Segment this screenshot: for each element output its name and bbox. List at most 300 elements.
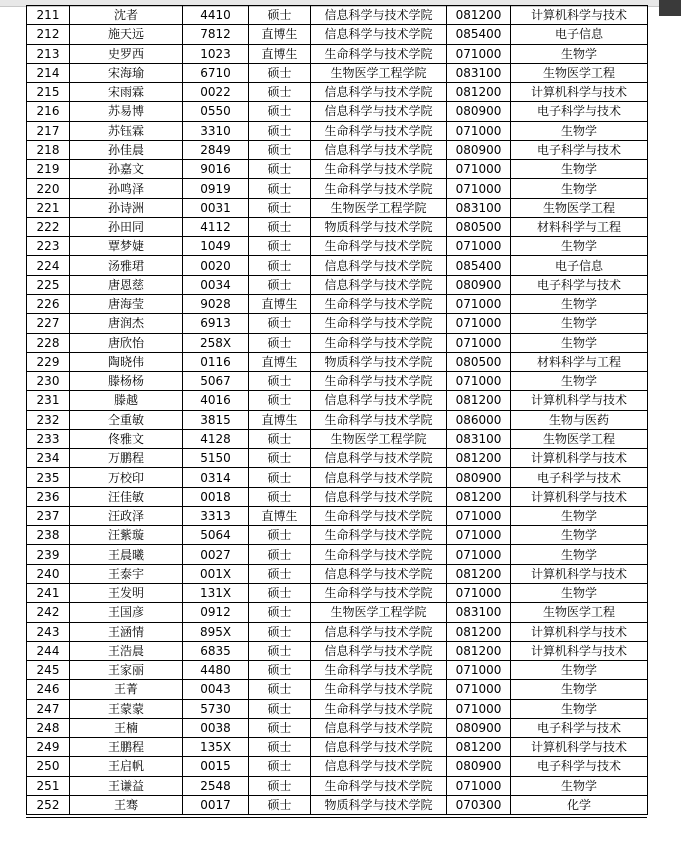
school-cell: 信息科学与技术学院 — [311, 25, 447, 44]
table-row — [27, 372, 648, 391]
major-code-cell: 080900 — [447, 468, 511, 487]
id-suffix-cell: 3310 — [183, 121, 249, 140]
student-name-cell: 王泰宇 — [70, 564, 183, 583]
major-code-cell: 071000 — [447, 372, 511, 391]
student-type-cell: 硕士 — [249, 160, 311, 179]
school-cell: 生命科学与技术学院 — [311, 583, 447, 602]
table-row — [27, 83, 648, 102]
major-name-cell: 电子科学与技术 — [511, 757, 648, 776]
student-name-cell: 唐恩慈 — [70, 275, 183, 294]
id-suffix-cell: 0018 — [183, 487, 249, 506]
school-cell: 信息科学与技术学院 — [311, 83, 447, 102]
row-number-cell: 231 — [27, 391, 70, 410]
student-type-cell: 硕士 — [249, 429, 311, 448]
school-cell: 信息科学与技术学院 — [311, 140, 447, 159]
id-suffix-cell: 6835 — [183, 641, 249, 660]
id-suffix-cell: 0912 — [183, 603, 249, 622]
major-name-cell: 生物学 — [511, 680, 648, 699]
major-name-cell: 生物学 — [511, 179, 648, 198]
table-row — [27, 275, 648, 294]
student-name-cell: 唐润杰 — [70, 314, 183, 333]
major-name-cell: 电子科学与技术 — [511, 275, 648, 294]
table-row — [27, 25, 648, 44]
major-code-cell: 081200 — [447, 6, 511, 25]
id-suffix-cell: 7812 — [183, 25, 249, 44]
school-cell: 生物医学工程学院 — [311, 198, 447, 217]
row-number-cell: 220 — [27, 179, 70, 198]
major-name-cell: 计算机科学与技术 — [511, 391, 648, 410]
major-code-cell: 071000 — [447, 661, 511, 680]
student-name-cell: 汪紫璇 — [70, 526, 183, 545]
student-type-cell: 硕士 — [249, 140, 311, 159]
student-name-cell: 王晨曦 — [70, 545, 183, 564]
table-row — [27, 526, 648, 545]
school-cell: 信息科学与技术学院 — [311, 449, 447, 468]
table-row — [27, 121, 648, 140]
school-cell: 信息科学与技术学院 — [311, 564, 447, 583]
table-row — [27, 661, 648, 680]
major-code-cell: 083100 — [447, 63, 511, 82]
table-row — [27, 622, 648, 641]
student-type-cell: 硕士 — [249, 795, 311, 814]
school-cell: 物质科学与技术学院 — [311, 795, 447, 814]
school-cell: 信息科学与技术学院 — [311, 102, 447, 121]
student-name-cell: 王鹏程 — [70, 738, 183, 757]
row-number-cell: 236 — [27, 487, 70, 506]
student-type-cell: 直博生 — [249, 294, 311, 313]
student-type-cell: 硕士 — [249, 179, 311, 198]
student-name-cell: 汤雅珺 — [70, 256, 183, 275]
row-number-cell: 217 — [27, 121, 70, 140]
id-suffix-cell: 0550 — [183, 102, 249, 121]
id-suffix-cell: 0031 — [183, 198, 249, 217]
row-number-cell: 227 — [27, 314, 70, 333]
major-name-cell: 计算机科学与技术 — [511, 738, 648, 757]
row-number-cell: 225 — [27, 275, 70, 294]
row-number-cell: 228 — [27, 333, 70, 352]
scrollbar-handle[interactable] — [659, 0, 681, 16]
school-cell: 生命科学与技术学院 — [311, 237, 447, 256]
table-row — [27, 333, 648, 352]
student-name-cell: 苏易博 — [70, 102, 183, 121]
major-name-cell: 生物学 — [511, 44, 648, 63]
major-code-cell: 086000 — [447, 410, 511, 429]
major-code-cell: 081200 — [447, 738, 511, 757]
student-name-cell: 沈者 — [70, 6, 183, 25]
student-type-cell: 硕士 — [249, 6, 311, 25]
major-name-cell: 生物学 — [511, 333, 648, 352]
school-cell: 生命科学与技术学院 — [311, 314, 447, 333]
student-type-cell: 直博生 — [249, 44, 311, 63]
major-name-cell: 生物学 — [511, 526, 648, 545]
major-code-cell: 071000 — [447, 680, 511, 699]
id-suffix-cell: 2849 — [183, 140, 249, 159]
row-number-cell: 247 — [27, 699, 70, 718]
major-code-cell: 070300 — [447, 795, 511, 814]
id-suffix-cell: 895X — [183, 622, 249, 641]
student-type-cell: 直博生 — [249, 410, 311, 429]
row-number-cell: 223 — [27, 237, 70, 256]
school-cell: 信息科学与技术学院 — [311, 641, 447, 660]
row-number-cell: 245 — [27, 661, 70, 680]
major-name-cell: 电子信息 — [511, 25, 648, 44]
student-type-cell: 硕士 — [249, 757, 311, 776]
school-cell: 物质科学与技术学院 — [311, 352, 447, 371]
major-code-cell: 071000 — [447, 776, 511, 795]
table-row — [27, 680, 648, 699]
major-name-cell: 生物与医药 — [511, 410, 648, 429]
school-cell: 生命科学与技术学院 — [311, 179, 447, 198]
id-suffix-cell: 5150 — [183, 449, 249, 468]
major-code-cell: 083100 — [447, 603, 511, 622]
major-name-cell: 电子科学与技术 — [511, 718, 648, 737]
major-name-cell: 电子科学与技术 — [511, 468, 648, 487]
id-suffix-cell: 0043 — [183, 680, 249, 699]
student-name-cell: 王国彦 — [70, 603, 183, 622]
id-suffix-cell: 0034 — [183, 275, 249, 294]
row-number-cell: 229 — [27, 352, 70, 371]
student-type-cell: 硕士 — [249, 583, 311, 602]
student-type-cell: 硕士 — [249, 121, 311, 140]
row-number-cell: 215 — [27, 83, 70, 102]
school-cell: 生命科学与技术学院 — [311, 294, 447, 313]
student-name-cell: 施天远 — [70, 25, 183, 44]
student-name-cell: 王楠 — [70, 718, 183, 737]
row-number-cell: 226 — [27, 294, 70, 313]
major-name-cell: 生物学 — [511, 314, 648, 333]
major-name-cell: 生物学 — [511, 583, 648, 602]
id-suffix-cell: 0015 — [183, 757, 249, 776]
table-row — [27, 583, 648, 602]
student-name-cell: 孙诗洲 — [70, 198, 183, 217]
student-name-cell: 王蒙蒙 — [70, 699, 183, 718]
major-name-cell: 生物学 — [511, 121, 648, 140]
student-type-cell: 硕士 — [249, 718, 311, 737]
row-number-cell: 250 — [27, 757, 70, 776]
major-code-cell: 071000 — [447, 699, 511, 718]
school-cell: 生命科学与技术学院 — [311, 44, 447, 63]
student-type-cell: 硕士 — [249, 526, 311, 545]
major-code-cell: 071000 — [447, 121, 511, 140]
id-suffix-cell: 4480 — [183, 661, 249, 680]
student-type-cell: 硕士 — [249, 217, 311, 236]
student-name-cell: 王涵情 — [70, 622, 183, 641]
student-type-cell: 硕士 — [249, 487, 311, 506]
id-suffix-cell: 3313 — [183, 506, 249, 525]
major-name-cell: 生物学 — [511, 237, 648, 256]
major-name-cell: 生物学 — [511, 372, 648, 391]
school-cell: 生命科学与技术学院 — [311, 526, 447, 545]
row-number-cell: 241 — [27, 583, 70, 602]
id-suffix-cell: 4410 — [183, 6, 249, 25]
id-suffix-cell: 0919 — [183, 179, 249, 198]
student-type-cell: 硕士 — [249, 275, 311, 294]
major-name-cell: 计算机科学与技术 — [511, 641, 648, 660]
major-code-cell: 080500 — [447, 352, 511, 371]
student-name-cell: 史罗西 — [70, 44, 183, 63]
student-type-cell: 硕士 — [249, 63, 311, 82]
major-name-cell: 材料科学与工程 — [511, 352, 648, 371]
major-name-cell: 电子信息 — [511, 256, 648, 275]
major-code-cell: 080900 — [447, 275, 511, 294]
student-name-cell: 孙佳晨 — [70, 140, 183, 159]
major-code-cell: 081200 — [447, 487, 511, 506]
table-bottom-border — [26, 817, 647, 818]
row-number-cell: 252 — [27, 795, 70, 814]
school-cell: 物质科学与技术学院 — [311, 217, 447, 236]
school-cell: 信息科学与技术学院 — [311, 738, 447, 757]
major-code-cell: 081200 — [447, 641, 511, 660]
student-type-cell: 硕士 — [249, 776, 311, 795]
row-number-cell: 212 — [27, 25, 70, 44]
id-suffix-cell: 4112 — [183, 217, 249, 236]
major-name-cell: 生物医学工程 — [511, 63, 648, 82]
student-type-cell: 硕士 — [249, 699, 311, 718]
student-type-cell: 直博生 — [249, 25, 311, 44]
table-row — [27, 429, 648, 448]
student-name-cell: 陶晓伟 — [70, 352, 183, 371]
major-code-cell: 083100 — [447, 429, 511, 448]
major-name-cell: 电子科学与技术 — [511, 140, 648, 159]
table-row — [27, 179, 648, 198]
table-row — [27, 757, 648, 776]
id-suffix-cell: 0038 — [183, 718, 249, 737]
student-name-cell: 王谦益 — [70, 776, 183, 795]
student-name-cell: 唐欣怡 — [70, 333, 183, 352]
id-suffix-cell: 0027 — [183, 545, 249, 564]
row-number-cell: 219 — [27, 160, 70, 179]
major-code-cell: 080900 — [447, 140, 511, 159]
student-name-cell: 滕杨杨 — [70, 372, 183, 391]
major-code-cell: 071000 — [447, 160, 511, 179]
student-type-cell: 直博生 — [249, 352, 311, 371]
major-name-cell: 生物学 — [511, 776, 648, 795]
table-row — [27, 102, 648, 121]
school-cell: 生命科学与技术学院 — [311, 160, 447, 179]
student-type-cell: 硕士 — [249, 237, 311, 256]
major-code-cell: 080500 — [447, 217, 511, 236]
student-name-cell: 汪佳敏 — [70, 487, 183, 506]
table-row — [27, 468, 648, 487]
student-name-cell: 宋雨霖 — [70, 83, 183, 102]
id-suffix-cell: 6710 — [183, 63, 249, 82]
school-cell: 生命科学与技术学院 — [311, 680, 447, 699]
major-code-cell: 071000 — [447, 506, 511, 525]
row-number-cell: 211 — [27, 6, 70, 25]
major-code-cell: 071000 — [447, 314, 511, 333]
table-row — [27, 217, 648, 236]
row-number-cell: 232 — [27, 410, 70, 429]
id-suffix-cell: 1023 — [183, 44, 249, 63]
student-name-cell: 佟雅文 — [70, 429, 183, 448]
student-type-cell: 硕士 — [249, 661, 311, 680]
row-number-cell: 234 — [27, 449, 70, 468]
table-row — [27, 487, 648, 506]
table-row — [27, 6, 648, 25]
major-code-cell: 081200 — [447, 564, 511, 583]
student-name-cell: 孙田同 — [70, 217, 183, 236]
id-suffix-cell: 4016 — [183, 391, 249, 410]
table-row — [27, 140, 648, 159]
student-type-cell: 硕士 — [249, 198, 311, 217]
student-name-cell: 宋海瑜 — [70, 63, 183, 82]
school-cell: 生命科学与技术学院 — [311, 776, 447, 795]
id-suffix-cell: 9016 — [183, 160, 249, 179]
table-row — [27, 294, 648, 313]
student-type-cell: 硕士 — [249, 314, 311, 333]
id-suffix-cell: 6913 — [183, 314, 249, 333]
school-cell: 信息科学与技术学院 — [311, 622, 447, 641]
table-row — [27, 603, 648, 622]
school-cell: 生命科学与技术学院 — [311, 410, 447, 429]
table-row — [27, 641, 648, 660]
student-name-cell: 汪政泽 — [70, 506, 183, 525]
major-name-cell: 计算机科学与技术 — [511, 622, 648, 641]
student-type-cell: 直博生 — [249, 506, 311, 525]
table-row — [27, 391, 648, 410]
student-name-cell: 王家丽 — [70, 661, 183, 680]
table-row — [27, 352, 648, 371]
school-cell: 生物医学工程学院 — [311, 63, 447, 82]
major-name-cell: 材料科学与工程 — [511, 217, 648, 236]
major-code-cell: 071000 — [447, 583, 511, 602]
student-name-cell: 王浩晨 — [70, 641, 183, 660]
major-name-cell: 生物医学工程 — [511, 429, 648, 448]
id-suffix-cell: 2548 — [183, 776, 249, 795]
school-cell: 生物医学工程学院 — [311, 429, 447, 448]
major-name-cell: 电子科学与技术 — [511, 102, 648, 121]
table-row — [27, 795, 648, 814]
row-number-cell: 213 — [27, 44, 70, 63]
student-name-cell: 王发明 — [70, 583, 183, 602]
major-code-cell: 081200 — [447, 449, 511, 468]
id-suffix-cell: 131X — [183, 583, 249, 602]
table-row — [27, 776, 648, 795]
id-suffix-cell: 001X — [183, 564, 249, 583]
school-cell: 信息科学与技术学院 — [311, 718, 447, 737]
major-name-cell: 生物学 — [511, 699, 648, 718]
major-code-cell: 081200 — [447, 391, 511, 410]
row-number-cell: 249 — [27, 738, 70, 757]
school-cell: 生命科学与技术学院 — [311, 661, 447, 680]
table-row — [27, 718, 648, 737]
major-code-cell: 071000 — [447, 179, 511, 198]
school-cell: 生命科学与技术学院 — [311, 545, 447, 564]
student-name-cell: 滕越 — [70, 391, 183, 410]
school-cell: 生命科学与技术学院 — [311, 699, 447, 718]
school-cell: 生命科学与技术学院 — [311, 333, 447, 352]
table-row — [27, 545, 648, 564]
school-cell: 信息科学与技术学院 — [311, 256, 447, 275]
student-name-cell: 王骞 — [70, 795, 183, 814]
school-cell: 信息科学与技术学院 — [311, 391, 447, 410]
major-code-cell: 080900 — [447, 718, 511, 737]
school-cell: 信息科学与技术学院 — [311, 468, 447, 487]
student-type-cell: 硕士 — [249, 102, 311, 121]
student-name-cell: 万校印 — [70, 468, 183, 487]
student-type-cell: 硕士 — [249, 333, 311, 352]
major-name-cell: 生物学 — [511, 160, 648, 179]
table-row — [27, 699, 648, 718]
school-cell: 信息科学与技术学院 — [311, 6, 447, 25]
major-code-cell: 080900 — [447, 757, 511, 776]
table-row — [27, 314, 648, 333]
student-type-cell: 硕士 — [249, 449, 311, 468]
major-name-cell: 生物学 — [511, 506, 648, 525]
major-code-cell: 081200 — [447, 622, 511, 641]
student-name-cell: 王菁 — [70, 680, 183, 699]
table-row — [27, 738, 648, 757]
table-row — [27, 256, 648, 275]
row-number-cell: 222 — [27, 217, 70, 236]
major-name-cell: 计算机科学与技术 — [511, 83, 648, 102]
id-suffix-cell: 0314 — [183, 468, 249, 487]
row-number-cell: 237 — [27, 506, 70, 525]
table-row — [27, 564, 648, 583]
row-number-cell: 240 — [27, 564, 70, 583]
school-cell: 生物医学工程学院 — [311, 603, 447, 622]
row-number-cell: 230 — [27, 372, 70, 391]
student-type-cell: 硕士 — [249, 680, 311, 699]
student-type-cell: 硕士 — [249, 564, 311, 583]
student-name-cell: 万鹏程 — [70, 449, 183, 468]
row-number-cell: 221 — [27, 198, 70, 217]
major-name-cell: 生物学 — [511, 661, 648, 680]
major-code-cell: 071000 — [447, 333, 511, 352]
student-type-cell: 硕士 — [249, 738, 311, 757]
student-name-cell: 孙嘉文 — [70, 160, 183, 179]
major-code-cell: 085400 — [447, 25, 511, 44]
row-number-cell: 218 — [27, 140, 70, 159]
student-type-cell: 硕士 — [249, 545, 311, 564]
id-suffix-cell: 4128 — [183, 429, 249, 448]
id-suffix-cell: 0116 — [183, 352, 249, 371]
table-row — [27, 160, 648, 179]
major-name-cell: 生物学 — [511, 545, 648, 564]
school-cell: 生命科学与技术学院 — [311, 506, 447, 525]
student-name-cell: 孙鸣泽 — [70, 179, 183, 198]
major-code-cell: 081200 — [447, 83, 511, 102]
id-suffix-cell: 0017 — [183, 795, 249, 814]
major-code-cell: 071000 — [447, 44, 511, 63]
id-suffix-cell: 5067 — [183, 372, 249, 391]
id-suffix-cell: 135X — [183, 738, 249, 757]
student-name-cell: 唐海莹 — [70, 294, 183, 313]
major-name-cell: 计算机科学与技术 — [511, 449, 648, 468]
row-number-cell: 214 — [27, 63, 70, 82]
student-type-cell: 硕士 — [249, 641, 311, 660]
school-cell: 信息科学与技术学院 — [311, 487, 447, 506]
major-code-cell: 071000 — [447, 237, 511, 256]
row-number-cell: 242 — [27, 603, 70, 622]
major-name-cell: 计算机科学与技术 — [511, 6, 648, 25]
student-type-cell: 硕士 — [249, 622, 311, 641]
id-suffix-cell: 5064 — [183, 526, 249, 545]
table-row — [27, 237, 648, 256]
student-type-cell: 硕士 — [249, 468, 311, 487]
student-name-cell: 苏钰霖 — [70, 121, 183, 140]
table-row — [27, 198, 648, 217]
row-number-cell: 244 — [27, 641, 70, 660]
id-suffix-cell: 5730 — [183, 699, 249, 718]
table-row — [27, 449, 648, 468]
major-name-cell: 生物医学工程 — [511, 603, 648, 622]
student-type-cell: 硕士 — [249, 603, 311, 622]
school-cell: 生命科学与技术学院 — [311, 121, 447, 140]
major-name-cell: 计算机科学与技术 — [511, 564, 648, 583]
student-name-cell: 仝重敏 — [70, 410, 183, 429]
major-name-cell: 化学 — [511, 795, 648, 814]
